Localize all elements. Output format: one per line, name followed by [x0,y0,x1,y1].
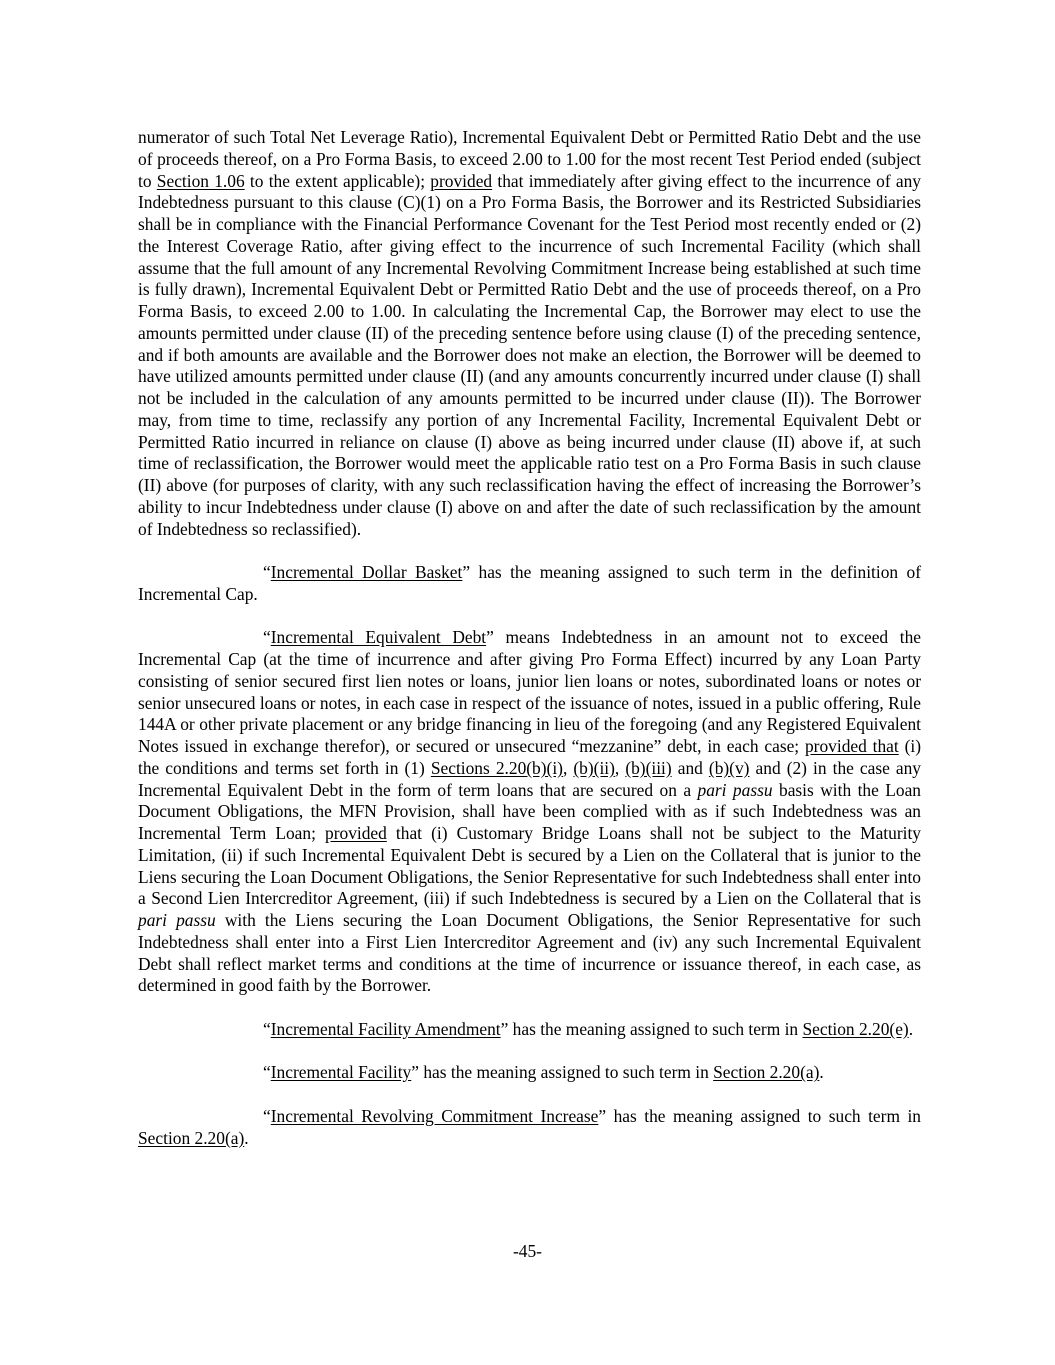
text-run: . [244,1127,249,1148]
defined-term: Incremental Facility Amendment [270,1018,501,1039]
definition-text: ” means Indebtedness in an amount not to exceed the Incremental Cap (at the time of incurrence and after giving Pro Forma Effect) incurred by any Loan Party consisting of senior secured first lien notes or loans, junior lien loans or notes, subordinated loans or notes or senior unsecured loans or notes, in each case in respect of the issuance of notes, issued in a public offering, Rule 144A or other private placement or any bridge financing in lieu of the foregoing (and any Registered Equivalent Notes issued in exchange therefor), or secured or unsecured “mezzanine” debt, in each case; [138,627,921,756]
definition-incremental-facility-amendment [138,1019,921,1041]
page-number: -45- [513,1241,542,1261]
text-run: . [908,1018,914,1039]
paragraph-incremental-cap-continuation [138,127,921,540]
definition-incremental-dollar-basket [138,562,921,606]
text-run: with the Liens securing the Loan Document Obligations, the Senior Representative for such Indebtedness shall enter into a First Lien Intercreditor Agreement and (iv) any such Incremental Equivalent Debt shall reflect market terms and conditions at the time of incurrence or issuance thereof, in each case, as determined in good faith by the Borrower. [138,910,921,996]
open-quote: “ [263,1062,271,1083]
text-run: , [614,757,626,778]
text-run: basis with the Loan Document Obligations, the MFN Provision, shall have been complied with as if such Indebtedness was an Incremental Term Loan; [138,779,921,843]
text-run: (i) the conditions and terms set forth in (1) [138,736,921,778]
cross-reference-section-2-20-a: Section 2.20(a) [138,1127,245,1148]
open-quote: “ [263,1018,271,1039]
cross-reference-section-2-20-a: Section 2.20(a) [713,1062,820,1083]
definition-text: ” has the meaning assigned to such term in the definition of Incremental Cap. [138,562,921,604]
defined-term: Incremental Facility [270,1062,412,1083]
text-run: that immediately after giving effect to the incurrence of any Indebtedness pursuant to this clause (C)(1) on a Pro Forma Basis, the Borrower and its Restricted Subsidiaries shall be in compliance with the Financial Performance Covenant for the Test Period most recently ended or (2) the Interest Coverage Ratio, after giving effect to the incurrence of such Incremental Facility (which shall assume that the full amount of any Incremental Revolving Commitment Increase being established at such time is fully drawn), Incremental Equivalent Debt or Permitted Ratio Debt and the use of proceeds thereof, on a Pro Forma Basis, to exceed 2.00 to 1.00. In calculating the Incremental Cap, the Borrower may elect to use the amounts permitted under clause (II) of the preceding sentence before using clause (I) of the preceding sentence, and if both amounts are available and the Borrower does not make an election, the Borrower will be deemed to have utilized amounts permitted under clause (II) (and any amounts concurrently incurred under clause (I) shall not be included in the calculation of any amounts permitted to be incurred under clause (II)). The Borrower may, from time to time, reclassify any portion of any Incremental Facility, Incremental Equivalent Debt or Permitted Ratio incurred in reliance on clause (I) above as being incurred under clause (II) above if, at such time of reclassification, the Borrower would meet the applicable ratio test on a Pro Forma Basis in such clause (II) above (for purposes of clarity, with any such reclassification having the effect of increasing the Borrower’s ability to incur Indebtedness under clause (I) above on and after the date of such reclassification by the amount of Indebtedness so reclassified). [138,170,922,539]
text-run: to the extent applicable); [244,170,431,191]
cross-reference-sections-2-20-b-i: Sections 2.20(b)(i) [430,757,563,778]
open-quote: “ [263,627,271,648]
provided-that-proviso: provided that [804,736,899,756]
open-quote: “ [263,562,271,582]
provided-proviso: provided [430,170,493,191]
cross-reference-b-v: (b)(v) [708,757,750,778]
definition-text: ” has the meaning assigned to such term in [500,1018,803,1039]
cross-reference-section-2-20-e: Section 2.20(e) [802,1018,909,1039]
document-body [138,127,921,1171]
open-quote: “ [263,1105,271,1126]
text-run: , [562,757,574,778]
defined-term: Incremental Dollar Basket [270,562,463,582]
defined-term: Incremental Revolving Commitment Increase [270,1105,599,1126]
text-run: and [671,757,709,778]
italic-pari-passu: pari passu [138,910,216,930]
cross-reference-b-iii: (b)(iii) [625,757,672,778]
text-run: and (2) in the case any Incremental Equivalent Debt in the form of term loans that are secured on a [138,757,922,800]
definition-incremental-revolving-commitment-increase [138,1106,921,1150]
text-run: numerator of such Total Net Leverage Ratio), Incremental Equivalent Debt or Permitted Ratio Debt and the use of proceeds thereof, on a Pro Forma Basis, to exceed 2.00 to 1.00 for the most recent Test Period ended (subject to [138,127,921,191]
cross-reference-section-1-06: Section 1.06 [156,170,245,191]
definition-incremental-equivalent-debt [138,627,921,997]
text-run: that (i) Customary Bridge Loans shall not be subject to the Maturity Limitation, (ii) if such Incremental Equivalent Debt is secured by a Lien on the Collateral that is junior to the Liens securing the Loan Document Obligations, the Senior Representative for such Indebtedness shall enter into a Second Lien Intercreditor Agreement, (iii) if such Indebtedness is secured by a Lien on the Collateral that is [138,823,921,909]
definition-text: ” has the meaning assigned to such term in [411,1062,714,1083]
cross-reference-b-ii: (b)(ii) [573,757,615,778]
defined-term: Incremental Equivalent Debt [270,627,487,648]
definition-text: ” has the meaning assigned to such term in [598,1105,921,1126]
text-run: . [819,1062,824,1083]
provided-proviso: provided [325,823,387,843]
definition-incremental-facility [138,1062,921,1084]
italic-pari-passu: pari passu [697,779,773,800]
